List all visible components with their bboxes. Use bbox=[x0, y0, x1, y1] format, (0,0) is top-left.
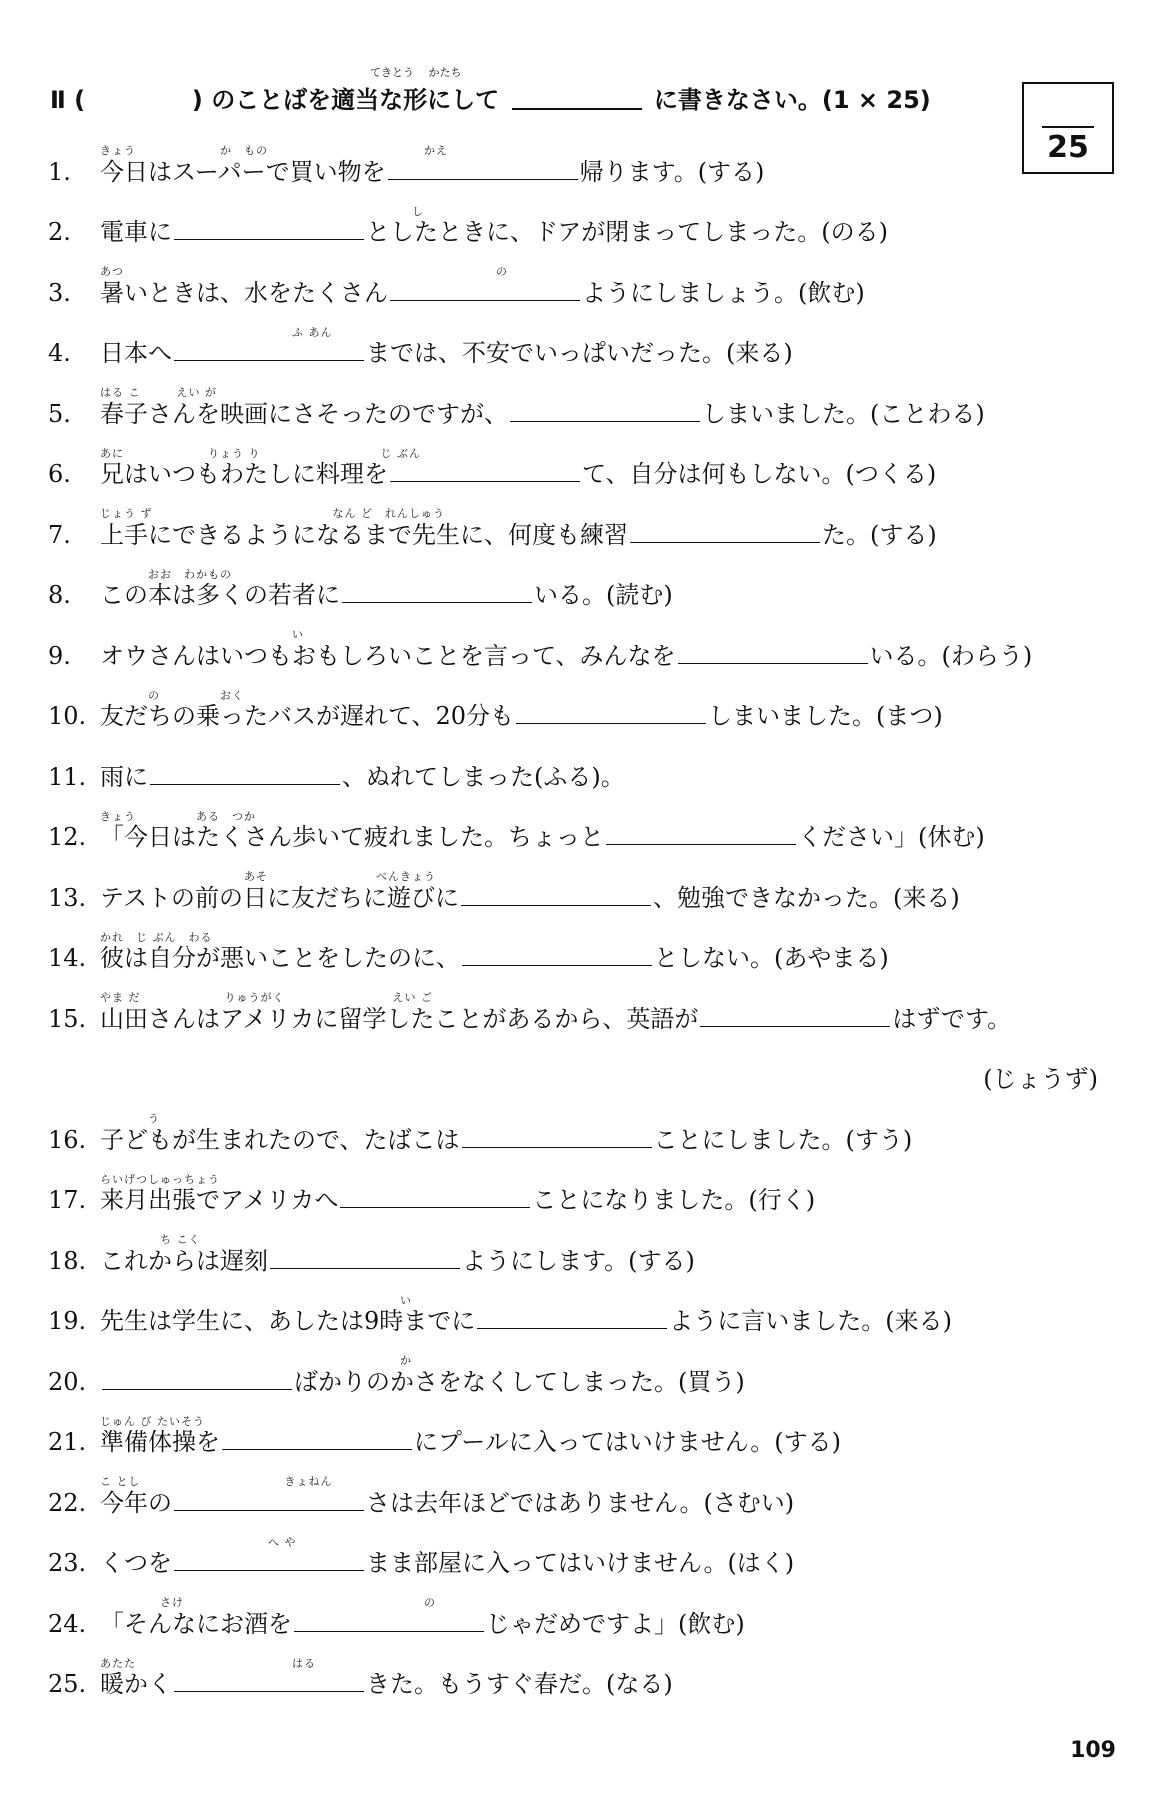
question-number: 8. bbox=[48, 581, 71, 609]
question-suffix: しまいました。(まつ) bbox=[708, 702, 943, 730]
question-prefix: くつを bbox=[100, 1549, 172, 1577]
question-prefix: 日本へ bbox=[100, 339, 172, 367]
furigana: の おく bbox=[100, 688, 244, 702]
header-blank-line bbox=[512, 108, 642, 110]
question-item bbox=[48, 1288, 1128, 1349]
question-suffix: はずです。 bbox=[892, 1004, 1012, 1033]
question-text bbox=[48, 575, 673, 610]
question-text bbox=[48, 212, 888, 247]
question-suffix: て、自分は何もしない。(つくる) bbox=[582, 460, 937, 488]
question-item bbox=[48, 380, 1128, 441]
question-text bbox=[48, 1301, 952, 1336]
answer-blank[interactable] bbox=[342, 601, 532, 603]
continuation-text: (じょうず) bbox=[983, 1065, 1098, 1093]
question-list bbox=[48, 138, 1128, 1711]
furigana: ふ あん bbox=[100, 325, 333, 339]
question-suffix: ようにしましょう。(飲む) bbox=[582, 278, 865, 307]
paren-close: ) bbox=[191, 86, 203, 114]
question-text bbox=[48, 1120, 912, 1155]
question-prefix: 雨に bbox=[100, 762, 148, 791]
question-item bbox=[48, 1106, 1128, 1167]
answer-blank[interactable] bbox=[630, 541, 820, 543]
question-item bbox=[48, 743, 1128, 804]
question-prefix: 春子さんを映画にさそったのですが、 bbox=[100, 399, 508, 428]
question-text bbox=[48, 757, 625, 792]
answer-blank[interactable] bbox=[510, 420, 700, 422]
question-text bbox=[48, 696, 943, 731]
question-text bbox=[48, 152, 764, 187]
answer-blank[interactable] bbox=[700, 1025, 890, 1027]
item-15-continuation bbox=[48, 1046, 1128, 1107]
answer-blank[interactable] bbox=[174, 1569, 364, 1571]
answer-blank[interactable] bbox=[606, 843, 796, 845]
question-number: 11. bbox=[48, 762, 87, 791]
answer-blank[interactable] bbox=[174, 1690, 364, 1692]
question-item bbox=[48, 562, 1128, 623]
furigana: あたた はる bbox=[100, 1656, 316, 1670]
question-text bbox=[48, 878, 960, 913]
question-prefix: 準備体操を bbox=[100, 1428, 220, 1456]
question-number: 3. bbox=[48, 278, 71, 307]
question-number: 23. bbox=[48, 1549, 87, 1577]
question-suffix: じゃだめですよ」(飲む) bbox=[486, 1609, 745, 1638]
question-suffix: ください」(休む) bbox=[798, 823, 985, 851]
question-item bbox=[48, 1651, 1128, 1712]
furigana: おお わかもの bbox=[100, 567, 232, 581]
question-number: 16. bbox=[48, 1125, 87, 1154]
answer-blank[interactable] bbox=[462, 964, 652, 966]
question-number: 24. bbox=[48, 1609, 87, 1638]
question-prefix: 彼は自分が悪いことをしたのに、 bbox=[100, 944, 460, 972]
question-text bbox=[48, 333, 793, 368]
furigana: やま だ りゅうがく えい ご bbox=[100, 991, 433, 1004]
question-prefix: 今年の bbox=[100, 1488, 172, 1517]
question-text bbox=[48, 1604, 745, 1639]
question-number: 20. bbox=[48, 1367, 87, 1396]
answer-blank[interactable] bbox=[174, 359, 364, 361]
section-header bbox=[50, 80, 1010, 115]
section-roman: Ⅱ bbox=[50, 86, 66, 114]
question-number: 2. bbox=[48, 218, 71, 246]
question-number: 14. bbox=[48, 944, 87, 972]
question-item bbox=[48, 683, 1128, 744]
question-suffix: きた。もうすぐ春だ。(なる) bbox=[366, 1670, 673, 1698]
question-prefix: 来月出張でアメリカへ bbox=[100, 1186, 339, 1214]
question-prefix: オウさんはいつもおもしろいことを言って、みんなを bbox=[100, 641, 676, 670]
question-number: 21. bbox=[48, 1428, 87, 1456]
question-suffix: いる。(わらう) bbox=[869, 641, 1033, 670]
question-item bbox=[48, 1348, 1128, 1409]
question-suffix: ばかりのかさをなくしてしまった。(買う) bbox=[294, 1367, 745, 1396]
question-number: 1. bbox=[48, 157, 71, 186]
score-value: 25 bbox=[1047, 130, 1089, 165]
question-prefix: 暖かく bbox=[100, 1670, 172, 1698]
answer-blank[interactable] bbox=[462, 1146, 652, 1148]
question-text bbox=[48, 1362, 745, 1397]
furigana: じょう ず なん ど れんしゅう bbox=[100, 507, 445, 520]
question-text bbox=[48, 273, 865, 308]
question-number: 12. bbox=[48, 823, 87, 851]
question-item bbox=[48, 864, 1128, 925]
answer-blank[interactable] bbox=[270, 1267, 460, 1269]
question-prefix: 今日はスーパーで買い物を bbox=[100, 157, 386, 186]
furigana: きょう か もの かえ bbox=[100, 144, 448, 157]
header-ruby: てきとう かたち bbox=[370, 66, 462, 79]
question-prefix: この本は多くの若者に bbox=[100, 581, 340, 609]
furigana: かれ じ ぶん わる bbox=[100, 930, 213, 944]
question-item bbox=[48, 199, 1128, 260]
question-item bbox=[48, 1530, 1128, 1591]
answer-blank[interactable] bbox=[174, 1509, 364, 1511]
question-number: 10. bbox=[48, 702, 87, 730]
question-suffix: にプールに入ってはいけません。(する) bbox=[414, 1428, 841, 1456]
question-text bbox=[48, 454, 936, 489]
question-item bbox=[48, 1227, 1128, 1288]
question-suffix: しまいました。(ことわる) bbox=[702, 399, 985, 428]
question-suffix: ことにしました。(すう) bbox=[653, 1125, 913, 1154]
question-item bbox=[48, 1167, 1128, 1228]
question-suffix: としない。(あやまる) bbox=[654, 944, 889, 972]
furigana: きょう ある つか bbox=[100, 809, 256, 823]
question-text bbox=[48, 1483, 794, 1518]
furigana: こ とし きょねん bbox=[100, 1475, 333, 1488]
question-item bbox=[48, 1409, 1128, 1470]
question-item bbox=[48, 259, 1128, 320]
question-number: 13. bbox=[48, 883, 87, 912]
question-text bbox=[48, 515, 937, 550]
question-item bbox=[48, 441, 1128, 502]
header-instruction-2: に書きなさい。(1 × 25) bbox=[653, 86, 931, 114]
answer-blank[interactable] bbox=[150, 783, 340, 785]
furigana: う bbox=[100, 1112, 160, 1125]
furigana: らいげつしゅっちょう bbox=[100, 1172, 220, 1186]
furigana: か bbox=[100, 1354, 412, 1367]
question-item bbox=[48, 985, 1128, 1046]
question-suffix: まま部屋に入ってはいけません。(はく) bbox=[366, 1549, 795, 1577]
question-item bbox=[48, 501, 1128, 562]
question-number: 6. bbox=[48, 460, 71, 488]
question-item bbox=[48, 804, 1128, 865]
question-number: 22. bbox=[48, 1488, 87, 1517]
question-item bbox=[48, 320, 1128, 381]
answer-blank[interactable] bbox=[340, 1206, 530, 1208]
answer-blank[interactable] bbox=[678, 662, 868, 664]
answer-blank[interactable] bbox=[516, 722, 706, 724]
furigana: はる こ えい が bbox=[100, 386, 217, 399]
question-prefix: 「そんなにお酒を bbox=[100, 1609, 292, 1638]
question-prefix: これからは遅刻 bbox=[100, 1246, 268, 1275]
question-prefix: 山田さんはアメリカに留学したことがあるから、英語が bbox=[100, 1004, 699, 1033]
question-suffix: ように言いました。(来る) bbox=[669, 1307, 953, 1335]
answer-blank[interactable] bbox=[294, 1630, 484, 1632]
question-item bbox=[48, 138, 1128, 199]
furigana: し bbox=[100, 204, 424, 218]
question-item bbox=[48, 1469, 1128, 1530]
question-number: 4. bbox=[48, 339, 71, 367]
answer-blank[interactable] bbox=[222, 1448, 412, 1450]
question-text bbox=[48, 1664, 673, 1699]
question-suffix: 帰ります。(する) bbox=[579, 157, 765, 186]
answer-blank[interactable] bbox=[461, 904, 651, 906]
question-suffix: た。(する) bbox=[822, 520, 937, 549]
question-text bbox=[48, 1241, 695, 1276]
question-item bbox=[48, 925, 1128, 986]
question-suffix: 、勉強できなかった。(来る) bbox=[653, 883, 960, 912]
question-suffix: いる。(読む) bbox=[534, 581, 673, 609]
answer-blank[interactable] bbox=[390, 480, 580, 482]
question-item bbox=[48, 1590, 1128, 1651]
question-number: 18. bbox=[48, 1246, 87, 1275]
page-number: 109 bbox=[1070, 1738, 1116, 1763]
furigana: あつ の bbox=[100, 265, 508, 278]
question-suffix: 、ぬれてしまった(ふる)。 bbox=[342, 762, 625, 791]
question-suffix: としたときに、ドアが閉まってしまった。(のる) bbox=[366, 218, 889, 246]
question-text bbox=[48, 394, 985, 429]
question-prefix: 「今日はたくさん歩いて疲れました。ちょっと bbox=[100, 823, 604, 851]
question-text bbox=[48, 938, 889, 973]
furigana: あそ べんきょう bbox=[100, 870, 436, 883]
question-number: 19. bbox=[48, 1307, 87, 1335]
question-text bbox=[48, 999, 1011, 1034]
question-suffix: ことになりました。(行く) bbox=[532, 1186, 816, 1214]
question-number: 25. bbox=[48, 1670, 87, 1698]
question-text bbox=[48, 817, 985, 852]
furigana: さけ の bbox=[100, 1596, 436, 1609]
question-text bbox=[48, 1180, 815, 1215]
question-number: 15. bbox=[48, 1004, 87, 1033]
question-prefix: 先生は学生に、あしたは9時までに bbox=[100, 1307, 476, 1335]
question-text bbox=[48, 1422, 841, 1457]
question-number: 7. bbox=[48, 520, 71, 549]
question-number: 9. bbox=[48, 641, 71, 670]
question-item bbox=[48, 622, 1128, 683]
furigana: ち こく bbox=[100, 1233, 201, 1246]
furigana: い bbox=[100, 628, 304, 641]
question-number: 17. bbox=[48, 1186, 87, 1214]
question-suffix: までは、不安でいっぱいだった。(来る) bbox=[366, 339, 793, 367]
answer-blank[interactable] bbox=[102, 1388, 292, 1390]
header-instruction-1: のことばを適当な形にして bbox=[211, 86, 500, 114]
question-prefix: 電車に bbox=[100, 218, 172, 246]
question-number: 5. bbox=[48, 399, 71, 428]
score-line bbox=[1042, 126, 1094, 128]
paren-open: ( bbox=[74, 86, 86, 114]
question-text bbox=[48, 636, 1032, 671]
question-suffix: さは去年ほどではありません。(さむい) bbox=[366, 1488, 795, 1517]
answer-blank[interactable] bbox=[390, 299, 580, 301]
answer-blank[interactable] bbox=[477, 1327, 667, 1329]
question-prefix: 兄はいつもわたしに料理を bbox=[100, 460, 388, 488]
question-prefix: 上手にできるようになるまで先生に、何度も練習 bbox=[100, 520, 628, 549]
answer-blank[interactable] bbox=[388, 178, 578, 180]
question-prefix: テストの前の日に友だちに遊びに bbox=[100, 883, 460, 912]
question-prefix: 友だちの乗ったバスが遅れて、20分も bbox=[100, 702, 515, 730]
furigana: へ や bbox=[100, 1535, 297, 1549]
furigana: い bbox=[100, 1293, 412, 1307]
answer-blank[interactable] bbox=[174, 238, 364, 240]
question-text bbox=[48, 1543, 794, 1578]
question-prefix: 子どもが生まれたので、たばこは bbox=[100, 1125, 460, 1154]
furigana: じゅん び たいそう bbox=[100, 1414, 205, 1428]
furigana: あに りょう り じ ぶん bbox=[100, 446, 421, 460]
question-suffix: ようにします。(する) bbox=[462, 1246, 695, 1275]
question-prefix: 暑いときは、水をたくさん bbox=[100, 278, 388, 307]
